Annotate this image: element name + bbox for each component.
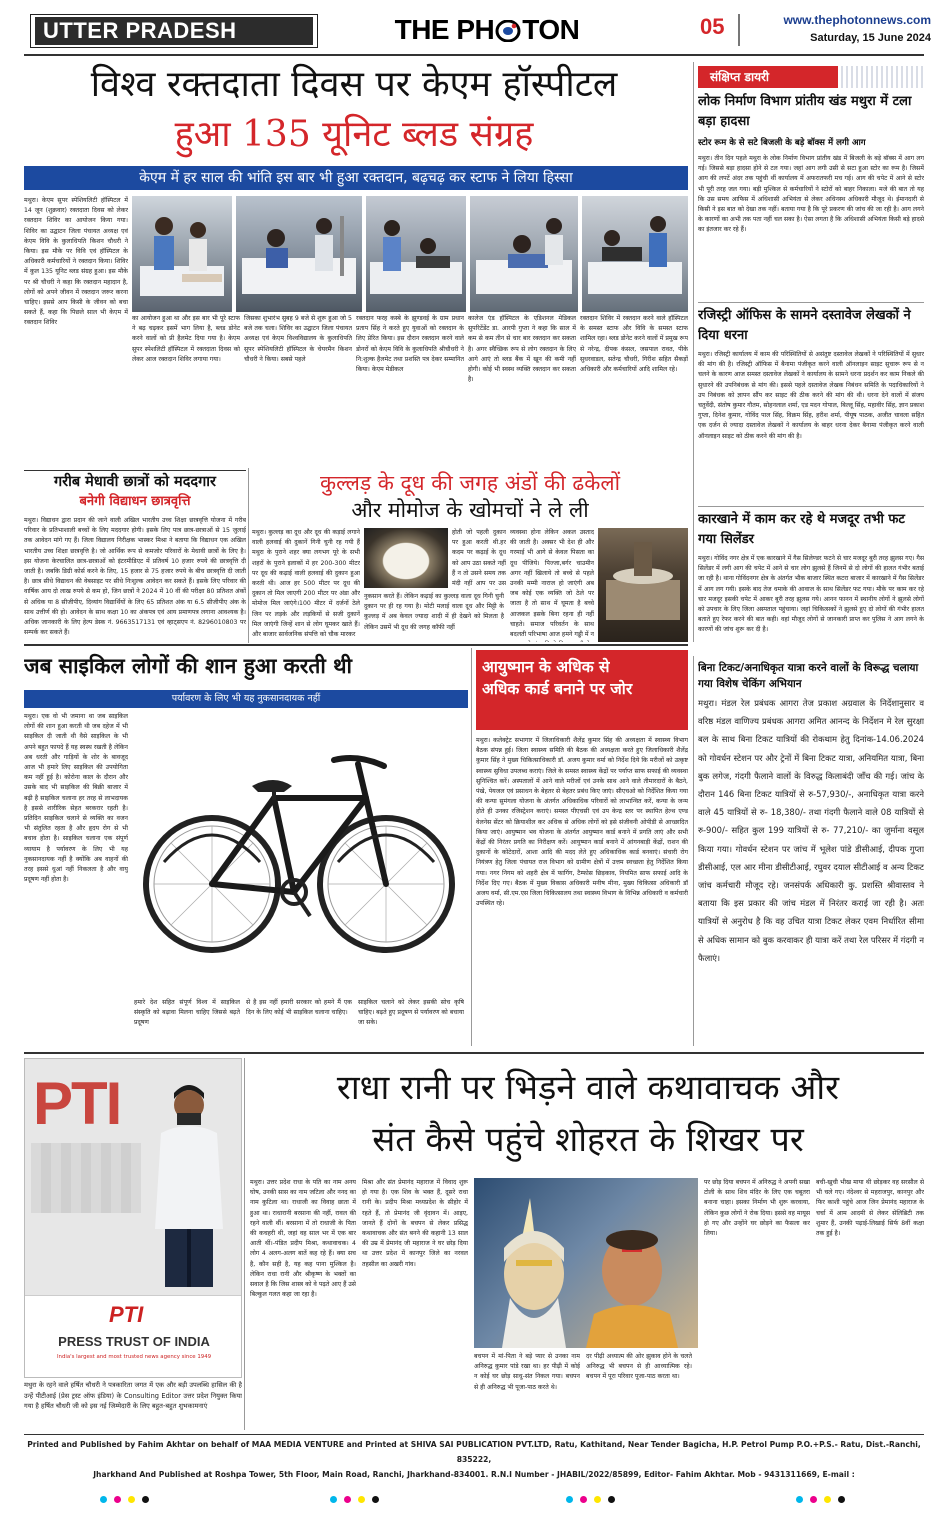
middle-divider [24, 644, 688, 646]
radha-body-col1: मथुरा। उत्तर प्रदेश राधा के पति का नाम अनय घोष, उनकी सास का नाम जटिला और ननद का नाम कुटिला था। राधाजी का विवाह छाता में हुआ था। राधारानी बरसाना की नहीं, रावल की रहने वाली थीं। बरसाना में तो राधाजी के पिता की कचहरी थी, जहां वह साल भर में एक बार आती थीं।-पंडित प्रदीप मिश्रा, कथावाचक। 4 लोग 4 अलग-अलग बातें कह रहे हैं। क्या सच है, कौन सही है, यह कह पाना मुश्किल है। लेकिन राधा रानी और श्रीकृष्ण के भक्तों का सवाल है कि जिस शास्त्र को वे पढ़ते आए हैं उसे बिल्कुल गलत कहा जा रहा है। [250, 1179, 356, 1299]
bottom-divider [24, 1052, 924, 1054]
scholarship-subhead: बनेगी विद्याधन छात्रवृत्ति [79, 494, 191, 509]
blood-donation-photo-4 [470, 196, 578, 312]
newspaper-title [362, 12, 612, 48]
section-label [30, 14, 318, 48]
office-shelf [31, 1143, 141, 1213]
imprint-line1: Printed and Published by Fahim Akhtar on behalf of MAA MEDIA VENTURE and Printed at SHIVA SAI PUBLICATION PVT.LTD, Ratu, Kathitand, Near Tender Bagicha, H.P. Petrol Pump P.O.+P.S.- Ratu, Dist.-Ranchi, 835222, [27, 1440, 921, 1464]
radha-divider [244, 1058, 245, 1430]
sidebar-divider [693, 62, 694, 642]
radha-body-col5: पर छोड़ दिया बचपन में अनिरुद्ध ने अपनी सखा टोली के साथ शिव मंदिर के लिए एक चबूतरा बनाना चाहा। इसका निर्माण भी शुरू करवाया, लेकिन कुछ लोगों ने रोक दिया। इससे वह मायूस हो गए और उन्होंने घर छोड़ने का फैसला कर लिया। [704, 1179, 810, 1238]
bicycle-icon [134, 712, 464, 992]
bicycle-photo [134, 712, 464, 992]
radha-body-col6: बची-खुची भीख माया थी छोड़कर वह सरसौल से भी चले गए। नंदेश्वर से महराजपुर, कानपुर और फिर काशी पहुंचे आज जिन प्रेमानंद महाराज के चर्चा में आम आदमी से लेकर सेलिब्रिटी तक शुमार हैं, उनकी पढ़ाई-लिखाई सिर्फ 8वीं कक्षा तक हुई है। [816, 1179, 924, 1238]
tickets-headline: बिना टिकट/अनाधिकृत यात्रा करने वालों के विरूद्ध चलाया गया विशेष चेकिंग अभियान [698, 662, 919, 690]
sidebar-tag: संक्षिप्त डायरी [698, 66, 838, 88]
title-right: TON [522, 14, 580, 45]
person-figure [143, 1079, 233, 1289]
lead-body-col1: मथुरा। केएम सुपर स्पेशियलिटी हॉस्पिटल में 14 जून (शुक्रवार) रक्तदाता दिवस को लेकर रक्तदान शिविर का आयोजन किया गया। शिविर का उद्घाटन जिला पंचायत अध्यक्ष एवं केएम विवि के कुलाधिपति किशन चौधरी ने किया। इस मौके पर विवि एवं हॉस्पिटल के अधिकारी कर्मचारियों ने रक्तदान किया। शिविर में कुल 135 यूनिट ब्लड संग्रह हुआ। इस मौके पर श्री चौधरी ने कहा कि रक्तदान महादान है, लोगों को अपने जीवन में रक्तदान जरूर करना चाहिए। इससे आप किसी के जीवन को बचा सकते हैं, कहा कि पिछले साल भी केएम में रक्तदान शिविर [24, 197, 128, 327]
sidebar-story1-headline: लोक निर्माण विभाग प्रांतीय खंड मथुरा में टला बड़ा हादसा [698, 94, 912, 129]
ayushman-headline-box [476, 650, 688, 730]
lead-body-col5: कालेज एंड हॉस्पिटल के एडिशनल मेडिकल सुपरिटेंडेंट डा. आरपी गुप्ता ने कहा कि साल में कम से कम तीन से चार बार रक्तदान कर सकता है। अगर स्वैच्छिक रूप से लोग रक्तदान के लिए आगे आएं तो ब्लड बैंक में खून की कमी नहीं होगी। कोई भी स्वस्थ व्यक्ति रक्तदान कर सकता है। [468, 315, 576, 384]
sidebar-story1-subhead: स्टोर रूम के से सटे बिजली के बड़े बॉक्स में लगी आग [698, 138, 866, 148]
kathavachak-photo [474, 1178, 698, 1348]
kulhad-body-col1: मथुरा। कुल्लड़ का दूध और दूध की कड़ाई लगाने वाली हलवाई की दुकानें गिनी चुनी रह गयी हैं मथुरा के पुराने शहर क्या लगभग पूरे के सभी शहरों के पुराने इलाकों में हर 200-300 मीटर पर दूध की कढ़ाई वाली हलवाई की दुकान हुआ करती थी। आज हर 500 मीटर पर दूध की दुकान तो मिल जाएगी 200 मीटर पर अंडा और मोमोज मिल जाएंगे।100 मीटर में दर्जनों ठेले जिन पर लड़के और लड़कियों से सजी दुकानें मिल जाएंगी जिन्हें शान से लोग घूमकर खाते हैं।और बाजार सार्वजनिक संपत्ति को चौक मारकर [252, 529, 360, 639]
section-name: UTTER PRADESH [35, 17, 313, 45]
pti-tagline: India's largest and most trusted news agency since 1949 [56, 1354, 212, 1360]
scholarship-body: मथुरा। विद्याधन द्वारा प्रदान की जाने वाली अखिल भारतीय उच्च शिक्षा छात्रवृत्ति योजना में गरीब परिवार के प्रतिभाशाली बच्चों के लिए मददगार होगी। इसके लिए पात्र छात्र-छात्राओं से 15 जुलाई तक आवेदन मांगे गए हैं। जिला विद्यालय निरीक्षक भास्कर मिश्रा ने बताया कि विद्याधन एक अखिल भारतीय उच्च शिक्षा छात्रवृत्ति है। जो आर्थिक रूप से कमजोर परिवारों के मेधावी छात्रों के लिए है। इस योजना केरचालित छात्र-छात्राओं को इंटरमीडिएट में प्रतिवर्ष 10 हजार रुपये की छात्रवृत्ति दी जाती है। जबकि डिग्री कोर्स करने के लिए, 15 हजार से 75 हजार रुपये के बीच छात्रवृत्ति दी जाती है। छात्र सीधे विद्याधन की वेबसाइट पर सीधे निःशुल्क आवेदन कर सकते हैं। इसके लिए परिवार की वार्षिक आय दो लाख रुपये से कम हो, जिन छात्रों ने 2024 में 10 वीं की परीक्षा 80 प्रतिशत अंकों से अधिक या 8 सीजीपीए, दिव्यांग विद्यार्थियों के लिए 65 प्रतिशत अंक या 6.5 सीजीपीए अंक के साथ उत्तीर्ण की हो। आवेदन के साथ कक्षा 10 का अंकपत्र एवं आय प्रमाणपत्र लगाना आवश्यक है। अधिक जानकारी के लिए हेल्प डेस्क नं. 9663517131 एवं व्हाट्सएप नं. 8296010803 पर सम्पर्क कर सकते हैं। [24, 517, 246, 637]
pti-logo: PTI [109, 1302, 144, 1327]
cycle-body-col4: साइकिल चलाने को लेकर इसकी सोच कृषि चाहिए। बढ़ते हुए प्रदूषण से पर्यावरण को बचाया जा सके। [358, 999, 464, 1027]
blood-donation-photo-3 [366, 196, 466, 312]
ayushman-headline-line1: आयुष्मान के अधिक से [482, 658, 610, 676]
radha-body-col2: मिश्रा और संत प्रेमानंद महाराज में विवाद शुरू हो गया है। एक शिव के भक्त हैं, दूसरे राधा रानी के। प्रदीप मिश्रा मध्यप्रदेश के सीहोर में रहते हैं, तो प्रेमानंद जी वृंदावन में। आइए, जानते हैं दोनों के बचपन से लेकर प्रसिद्ध कथावाचक और संत बनने की कहानी 13 साल की उम्र में प्रेमानंद जी महाराज ने घर छोड़ दिया था उत्तर प्रदेश में कानपुर जिले का नरवल तहसील का अखरी गांव। [362, 1179, 468, 1268]
photon-logo-icon [495, 20, 521, 42]
ayushman-divider [471, 648, 472, 1046]
ayushman-body: मथुरा। कलेक्ट्रेट सभागार में जिलाधिकारी शैलेंद्र कुमार सिंह की अध्यक्षता में स्वास्थ्य विभाग बैठक संपन्न हुई। जिला स्वास्थ्य समिति की बैठक की अध्यक्षता करते हुए जिलाधिकारी शैलेंद्र कुमार सिंह ने मुख्य चिकित्साधिकारी डॉ. अजय कुमार वर्मा को निर्देश दिये कि मरीजों को उत्कृष्ट स्वास्थ्य सुविधा उपलब्ध कराएं। जिले के समस्त स्वास्थ्य केंद्रों पर पर्याप्त साफ सफाई की व्यवस्था सुनिश्चित करें। अस्पतालों में आने वाले मरीजों एवं उनके साथ आने वाले तीमारदारों के बैठने, पंखे, पेयजल एवं प्रसाधन के बेहतर से बेहतर प्रबंध किए जाएं। सीएचओ को निर्देशित किया गया की कन्या सुमंगला योजना के अंतर्गत अधिकाधिक परिवारों को लाभान्वित करें, कन्या के जन्म होते ही उनका रजिस्ट्रेशन कराएं। समस्त पीएचसी एवं उप केन्द्र स्तर पर स्थापित हेल्थ एण्ड वेलनेस सेंटर को क्रियाशील कर अधिक से अधिक लोगों को इसे संजीवनी ओपीडी से आच्छादित किया जाएं। आयुष्मान भव योजना के अंतर्गत आयुष्मान कार्ड बनाने में प्रगति लाएं और सभी केंद्रों की निरंतर प्रगति का निरीक्षण करें। आयुष्मान कार्ड बनाने में आंगनबाड़ी केंद्रों, राशन की दुकानों के कोटेदारों, आशा आदि की मदद लेते हुए अधिकाधिक कार्ड बनवाएं। संचारी रोग नियंत्रण हेतु जिला पंचायत राज विभाग को ग्रामीण क्षेत्रों में उत्तम स्वच्छता हेतु निर्देशित किया गया। नगर निगम को शहरी क्षेत्र में फागिंग, टैम्फोस छिड़काव, नियमित साफ सफाई आदि के निर्देश दिए गए। बैठक में मुख्य विकास अधिकारी मनीष मीना, मुख्य चिकित्सा अधिकारी डॉ अजय वर्मा, सी.एम.एस जिला चिकित्सालय तथा स्वास्थ्य विभाग के विभिन्न अधिकारी व कर्मचारी उपस्थित रहे। [476, 737, 688, 908]
blood-donation-photo-2 [236, 196, 362, 312]
pti-wall-text: PTI [33, 1070, 121, 1137]
imprint-footer [24, 1434, 924, 1482]
cycle-body-col1: मथुरा। एक वो भी जमाना था जब साइकिल लोगों की शान हुआ करती थी जब दहेज में भी साइकिल दी जाती थी वैसे साइकिल के भी अपने बहुत फायदे हैं यह स्वस्थ रखती है लेकिन अब धरती और गाड़ियों के शोर के बावजूद आज भी हमारे लिए साइकिल की उपयोगिता कम नहीं हुई है। कोरोना काल के दौरान और उसके बाद भी साइकिल की बिक्री बाजार में बढ़ी है साइकिल चलाना हर तरह से लाभदायक है इससे शारीरिक सेहत बरकरार रहती है। प्रतिदिन साइकिल चलाने से व्यक्ति का वजन भी संतुलित रहता है और हृदय रोग से भी बचाव होता है। साइकिल चलाना एक संपूर्ण व्यायाम है पर्यावरण के लिए भी यह नुकसानदायक नहीं है क्योंकि अब वाहनों की तरह इससे धुआं नहीं निकलता है और वायु प्रदूषण नहीं होता है। [24, 713, 128, 884]
pti-caption: मथुरा के रहने वाले हर्षित चौधरी ने पत्रकारिता जगत में एक और बड़ी उपलब्धि हासिल की है उन्हें पीटीआई (प्रेस ट्रस्ट ऑफ इंडिया) के Consulting Editor उत्तर प्रदेश नियुक्त किया गया है हर्षित चौधरी जी को इस नई जिम्मेदारी के लिए बहुत-बहुत शुभकामनाएं [24, 1381, 242, 1410]
cycle-headline: जब साइकिल लोगों की शान हुआ करती थी [24, 654, 352, 678]
kulhad-body-col4: व्यवस्था होना लेकिन अकल उस्ताद की जाती है। अक्सर भी देश ही और गरमाई भी आगे से केवल पिसता का दूध पीजिये। पिज्जा,बर्गर चाउमीन अगर नहीं खिलाये तो बच्चे से पहले उनकी मम्मी नाराज हो जाएंगी अब जब कोई एक व्यक्ति जो ठेले पर जाता है तो साथ में घूमता है बच्चे आजकल इसके बिना रहना ही नहीं चाहते। समाज परिवर्तन के साथ बदलती परिभाषा आज हमने गड्डी में न [510, 529, 594, 639]
pti-office-photo [24, 1058, 242, 1378]
radha-body-col3: बचपन में मां-पिता ने बड़े प्यार से उनका नाम अनिरुद्ध कुमार पांडे रखा था। हर पीढ़ी में कोई न कोई घर छोड़ साधु-संत निकल गया। बचपन से ही अनिरुद्ध भी पूजा-पाठ करते थे। [474, 1353, 580, 1391]
tickets-body: मथुरा। मंडल रेल प्रबंधक आगरा तेज प्रकाश अग्रवाल के निर्देशानुसार व वरिष्ठ मंडल वाणिज्य प्रबंधक आगरा अमित आनन्द के निर्देशन मे रेल सुरक्षा बल के साथ बिना टिकट यात्रियों की रोकथाम हेतु दिनांक-14.06.2024 को गोवर्धन स्टेशन पर और ट्रेनों में बिना टिकट यात्रा, अनियमित यात्रा, बिना बुक लगेज, गंदगी फैलाने वालों के विरुद्ध किलाबंदी जाँच की गई। जांच के दौरान 146 बिना टिकट यात्रियों से रु-57,930/-, अनाधिकृत यात्रा करने वाले 45 यात्रियों से रु- 18,380/- तथा गंदगी फैलाने वाले 08 यात्रियों से रु-900/- सहित कुल 199 यात्रियों से रु- 77,210/- का जुर्माना वसूल किया गया। गोवर्धन स्टेशन पर जांच में भूलेश पांडे डीसीआई, दीपक गुप्ता डीसीआई, एल आर मीना डीसीटीआई, रघुवर दयाल सीटीआई व अन्य टिकट जांच कर्मचारी मौजूद रहे। जनसंपर्क अधिकारी कु. प्रशस्ति श्रीवास्तव ने बताया कि इस प्रकार की जांच मंडल में निरंतर कराई जा रही है। अतः यात्रियों से अनुरोध है कि वह उचित यात्रा टिकट लेकर एवम निर्धारित सीमा से अधिक सामान को बुक करवाकर ही यात्रा करें तथा रेल परिसर में गंदगी न फैलाएं। [698, 698, 924, 963]
sidebar-tag-pattern [838, 66, 924, 88]
pti-banner [25, 1295, 242, 1378]
website-link[interactable]: www.thephotonnews.com [783, 13, 931, 27]
radha-headline-line2: संत कैसे पहुंचे शोहरत के शिखर पर [372, 1120, 804, 1160]
issue-date: Saturday, 15 June 2024 [810, 32, 931, 44]
sidebar-story2-headline: रजिस्ट्री ऑफिस के सामने दस्तावेज लेखकों ने दिया धरना [698, 308, 911, 343]
cycle-strap: पर्यावरण के लिए भी यह नुकसानदायक नहीं [24, 690, 468, 708]
lead-strap: केएम में हर साल की भांति इस बार भी हुआ रक्तदान, बढ़चढ़ कर स्टाफ ने लिया हिस्सा [24, 166, 688, 190]
kulhad-headline-line1: कुल्लड़ के दूध की जगह अंडों की ढकेलों [319, 471, 621, 495]
pti-name: PRESS TRUST OF INDIA [58, 1334, 210, 1349]
lead-body-col6: रक्तदान शिविर में रक्तदान करने वाले हॉस्पिटल के समस्त स्टाफ और विवि के समस्त स्टाफ शामिल रहा। ब्लड डोनेट करने वालों में प्रमुख रूप से नरेन्द्र, दीपक कंसल, जसपाल रावत, पीके सुधरवाडल, सतेन्द्र चौधरी, गिरीश सहित सैकड़ों अधिकारी और कर्मचारियों आदि शामिल रहे। [580, 315, 688, 374]
lead-body-col4: रक्तदान फरह कस्बे के झुण्डवई के ग्राम प्रधान प्रताप सिंह ने करते हुए युवाओं को रक्तदान के लिए प्रेरित किया। इस दौरान रक्तदान करने वाले डोनरों को केएम विवि के कुलाधिपति श्रीचौधरी ने नि:शुल्क हैलमेट तथा प्रशस्ति पत्र देकर सम्मानित किया। केएम मेडीकल [356, 315, 464, 374]
page-number: 05 [700, 14, 740, 46]
kulhad-body-col3: नुकसान करते हैं। लेकिन कढ़ाई का कुल्लड़ वाला दूध गिनी चुनी दुकान पर ही रह गया है। मोटी मलाई वाला दूध और मिट्टी के कुल्लड़ में अब केवल ज्यादा शादी में ही देखने को मिलता है लेकिन उसमें भी दूध की जगह कॉफी नहीं [364, 593, 504, 631]
sidebar-divider-1 [698, 302, 924, 303]
lead-headline-line1: विश्व रक्तदाता दिवस पर केएम हॉस्पीटल [90, 64, 618, 105]
masthead-divider [24, 54, 924, 56]
milk-kadhai-photo [364, 528, 448, 588]
radha-body-col4: दर पीढ़ी अध्यात्म की ओर झुकाव होने के चलते अनिरुद्ध भी बचपन से ही आध्यात्मिक रहे। बचपन में पूरा परिवार पूजा-पाठ करता था। [586, 1353, 692, 1381]
sidebar-story3-headline: कारखाने में काम कर रहे थे मजदूर तभी फट गया सिलेंडर [698, 512, 905, 547]
blood-donation-photo-5 [582, 196, 688, 312]
lead-headline-line2: हुआ 135 यूनिट ब्लड संग्रह [174, 114, 534, 155]
sidebar-story1-body: मथुरा। तीन दिन पहले मथुरा के लोक निर्माण विभाग प्रांतीय खंड में बिजली के बड़े बॉक्स में आग लग गई। जिससे बड़ा हादसा होने से टल गया। जहां आग लगी उसी से सटा हुआ स्टोर का रूम है। जिसमें आग की लपटें अंदर तक पहुंची थीं कार्यालय में अफरातफरी मच गई। आग की चपेट में आने से स्टोर भी पूरी तरह जल गया। बड़ी मुश्किल से कर्मचारियों ने स्टोरों को बाहर निकाला। मजे की बात तो यह कि उस समय आफिस में अधिशासी अभियंता से लेकर अधिनस्थ अधिकारी मौजूद थे। ईमानदारी से किसी ने इस बात को देखा तक नहीं। बताया गया है कि पूरे प्रकरण की जांच की जा रही है। आग लगने के कारणों का अभी तक पता नहीं चल सका है। ऐसा लगता है कि अधिशासी अभियंता किसी बड़े हादसे का इंतजार कर रहे हैं। [698, 155, 924, 234]
lead-body-col2: का आयोजन हुआ था और इस बार भी पूरे स्टाफ ने बढ़ चढ़कर इसमें भाग लिया है, ब्लड डोनेट करने वालों को प्री हैलमेट दिया गया है। केएम सुपर स्पेशलिटी हॉस्पिटल में रक्तदाता दिवस को लेकर आज रक्तदान शिविर लगाया गया। [132, 315, 240, 363]
title-left: THE PH [394, 14, 495, 45]
sidebar-story2-body: मथुरा। रजिस्ट्री कार्यालय में काम की परिस्थितियों से असंतुष्ट दस्तावेज लेखकों ने परिस्थितियों में सुधार की मांग की है। रजिस्ट्री ऑफिस में बैनामा पंजीकृत करने वाली ऑनलाइन साइट सुचारू रूप से न चलने के कारण आज समस्त दस्तावेज लेखकों ने कार्यालय के सामने धरना प्रदर्शन कर काम निकले की सुधारने की उपनिबंधक से मांग की। इससे पहले दस्तावेज लेखक निबंधन समिति के पदाधिकारियों ने उप निबंधक को ज्ञापन सौंप कर साइट की ठीक करने की मांग की थी। धरना देने वालों में संजय चतुर्वेदी, संतोष कुमार गौतम, सोहनलाल शर्मा, एड मदन गोपाल, बिल्लू सिंह, महावीर सिंह, ज्ञान प्रकाश गुप्ता, दिनेश कुमार, गोविंद पाल सिंह, विक्रम सिंह, हरीश शर्मा, पीयूष पाठक, अजीत चावला सहित एक दर्जन से ज्यादा दस्तावेज लेखकों ने कार्यालय के बाहर धरना देकर बैनामा पंजीकृत करने वाली ऑनलाइन साइट को ठीक करने की मांग की है। [698, 351, 924, 440]
blood-donation-photo-1 [132, 196, 232, 312]
lead-body-col3: जिसका शुभारंभ सुबह 9 बजे से शुरू हुआ जो 5 बजे तक चला। शिविर का उद्घाटन जिला पंचायत अध्यक्ष एवं केएम विश्वविद्यालय के कुलाधिपति सुपर स्पेशियलिटी हॉस्पिटल के चेयरमैन किशन चौधरी ने किया। सबसे पहले [244, 315, 352, 363]
imprint-line2: Jharkhand And Published at Roshpa Tower, 5th Floor, Main Road, Ranchi, Jharkhand-834001. R.N.I Number - JHABIL/2022/85899, Editor- Fahim Akhtar. Mob - 9431311669, E-mail : [93, 1470, 855, 1479]
kulhad-divider [248, 468, 249, 643]
scholarship-headline: गरीब मेधावी छात्रों को मददगार [24, 470, 246, 493]
cycle-body-col3: से है इस नहीं हमारी सरकार को हमने मैं एक दिन के लिए कोई भी साइकिल चलाना चाहिए। [246, 999, 352, 1017]
momos-stall-photo [598, 528, 688, 642]
kulhad-headline-line2: और मोमोज के खोमचों ने ले ली [351, 498, 589, 522]
cycle-body-col2: हमारे देश सहित संपूर्ण विश्व में साइकिल संस्कृति को बढ़ावा मिलना चाहिए जिससे बढ़ते प्रदूषण [134, 999, 240, 1027]
ayushman-headline-line2: अधिक कार्ड बनाने पर जोर [482, 680, 633, 698]
radha-headline-line1: राधा रानी पर भिड़ने वाले कथावाचक और [336, 1068, 840, 1108]
sidebar-story3-body: मथुरा। गोविंद नगर क्षेत्र में एक कारखाने में गैस सिलेण्डर फटने से चार मजदूर बुरी तरह झुलस गए। गैस सिलेंडर में लगी आग की चपेट में आने से चार लोग झुलसे हैं जिनमें से दो लोगों की हालत गंभीर बताई जा रही है। थाना गोविंदनगर क्षेत्र के अंतर्गत भौक बाजार स्थित कटरा बाजार में कारखाने में गैस सिलेंडर में आग लग गयी। इसके बाद तेज धमाके की आवाज के साथ सिलेंडर फट गया। मौके पर काम कर रहे चार मजदूर इसकी चपेट में आकर बुरी तरह झुलस गये। आनन फानन में स्थानीय लोगों ने झुलसे लोगों को उपचार के लिए जिला अस्पताल पहुंचाया। जहां चिकित्सकों ने झुलसे हुए दो लोगों की गंभीर हालत बताते हुए रेफर करने की बात कही। वहां मौजूद लोगों से जानकारी प्राप्त कर पुलिस ने आग लगने के कारणों की जांच शुरू कर दी है। [698, 555, 924, 634]
tickets-divider [693, 656, 694, 1046]
sidebar-divider-2 [698, 506, 924, 507]
kulhad-body-col2: होती जो पहली दुकान पर हुआ करती थी.हर कदम पर कढ़ाई के दूध को आप उठा सकते नहीं हैं न तो उसने समय तक मंदी नहीं आप पर उस [452, 529, 506, 588]
